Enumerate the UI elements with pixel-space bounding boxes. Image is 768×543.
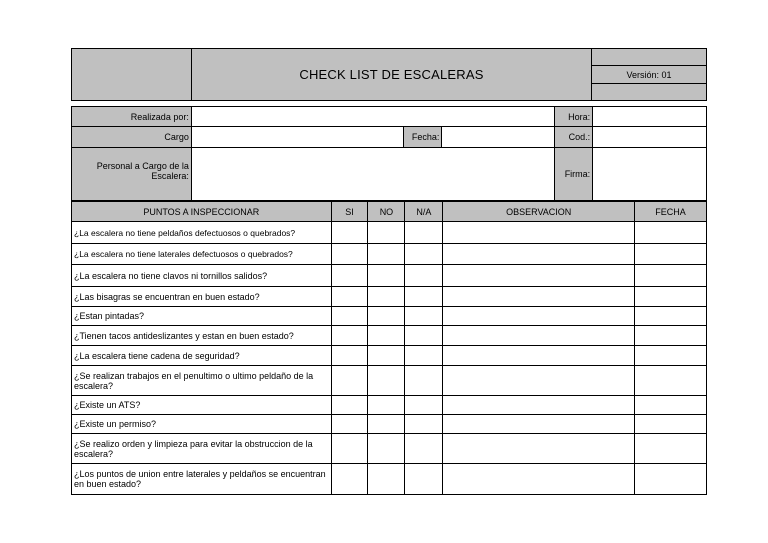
na-cell[interactable]: [405, 396, 443, 415]
meta-top: [592, 49, 706, 66]
na-cell[interactable]: [405, 346, 443, 366]
table-row: [72, 307, 707, 326]
fecha-cell[interactable]: [635, 326, 707, 346]
header-na: N/A: [405, 202, 443, 222]
na-cell[interactable]: [405, 287, 443, 307]
si-cell[interactable]: [331, 396, 368, 415]
header-fecha: FECHA: [635, 202, 707, 222]
no-cell[interactable]: [368, 307, 405, 326]
table-row: [72, 464, 707, 495]
header-puntos: PUNTOS A INSPECCIONAR: [72, 202, 332, 222]
na-cell[interactable]: [405, 415, 443, 434]
firma-field[interactable]: [593, 148, 707, 201]
row-question: ¿Los puntos de union entre laterales y peldaños se encuentran en buen estado?: [72, 464, 332, 495]
si-cell[interactable]: [331, 434, 368, 464]
hora-field[interactable]: [593, 107, 707, 127]
fecha-cell[interactable]: [635, 346, 707, 366]
fecha-cell[interactable]: [635, 244, 707, 265]
fecha-label: Fecha:: [404, 127, 442, 148]
observacion-cell[interactable]: [443, 415, 635, 434]
no-cell[interactable]: [368, 244, 405, 265]
no-cell[interactable]: [368, 346, 405, 366]
si-cell[interactable]: [331, 346, 368, 366]
no-cell[interactable]: [368, 222, 405, 244]
table-row: [72, 222, 707, 244]
observacion-cell[interactable]: [443, 265, 635, 287]
fecha-cell[interactable]: [635, 265, 707, 287]
observacion-cell[interactable]: [443, 434, 635, 464]
si-cell[interactable]: [331, 287, 368, 307]
row-question: ¿Existe un permiso?: [72, 415, 332, 434]
table-row: [72, 244, 707, 265]
inspection-table: [71, 201, 707, 495]
observacion-cell[interactable]: [443, 222, 635, 244]
fecha-cell[interactable]: [635, 222, 707, 244]
info-table: [71, 106, 707, 201]
observacion-cell[interactable]: [443, 464, 635, 495]
fecha-field[interactable]: [442, 127, 555, 148]
row-question: ¿Existe un ATS?: [72, 396, 332, 415]
na-cell[interactable]: [405, 326, 443, 346]
table-row: [72, 287, 707, 307]
cargo-label: Cargo: [72, 127, 192, 148]
na-cell[interactable]: [405, 244, 443, 265]
realizada-por-label: Realizada por:: [72, 107, 192, 127]
row-question: ¿Las bisagras se encuentran en buen estado?: [72, 287, 332, 307]
fecha-cell[interactable]: [635, 307, 707, 326]
na-cell[interactable]: [405, 464, 443, 495]
meta-bottom: [592, 84, 706, 100]
si-cell[interactable]: [331, 265, 368, 287]
fecha-cell[interactable]: [635, 415, 707, 434]
cod-field[interactable]: [593, 127, 707, 148]
no-cell[interactable]: [368, 464, 405, 495]
no-cell[interactable]: [368, 415, 405, 434]
row-question: ¿Se realizan trabajos en el penultimo o ultimo peldaño de la escalera?: [72, 366, 332, 396]
cod-label: Cod.:: [555, 127, 593, 148]
si-cell[interactable]: [331, 415, 368, 434]
header-observacion: OBSERVACION: [443, 202, 635, 222]
no-cell[interactable]: [368, 326, 405, 346]
si-cell[interactable]: [331, 222, 368, 244]
row-question: ¿La escalera tiene cadena de seguridad?: [72, 346, 332, 366]
table-row: [72, 326, 707, 346]
observacion-cell[interactable]: [443, 326, 635, 346]
header-si: SI: [331, 202, 368, 222]
observacion-cell[interactable]: [443, 346, 635, 366]
document-title: CHECK LIST DE ESCALERAS: [299, 67, 484, 82]
si-cell[interactable]: [331, 326, 368, 346]
firma-label: Firma:: [555, 148, 593, 201]
table-row: [72, 366, 707, 396]
na-cell[interactable]: [405, 366, 443, 396]
table-row: [72, 265, 707, 287]
si-cell[interactable]: [331, 366, 368, 396]
row-question: ¿Tienen tacos antideslizantes y estan en buen estado?: [72, 326, 332, 346]
cargo-field[interactable]: [191, 127, 404, 148]
no-cell[interactable]: [368, 434, 405, 464]
na-cell[interactable]: [405, 222, 443, 244]
table-row: [72, 346, 707, 366]
row-question: ¿La escalera no tiene laterales defectuosos o quebrados?: [72, 244, 332, 265]
table-row: [72, 415, 707, 434]
observacion-cell[interactable]: [443, 396, 635, 415]
si-cell[interactable]: [331, 244, 368, 265]
fecha-cell[interactable]: [635, 464, 707, 495]
row-question: ¿La escalera no tiene clavos ni tornillos salidos?: [72, 265, 332, 287]
na-cell[interactable]: [405, 307, 443, 326]
logo-box: [72, 49, 192, 100]
observacion-cell[interactable]: [443, 287, 635, 307]
version-box: [592, 66, 706, 84]
si-cell[interactable]: [331, 307, 368, 326]
no-cell[interactable]: [368, 396, 405, 415]
realizada-por-field[interactable]: [191, 107, 554, 127]
fecha-cell[interactable]: [635, 434, 707, 464]
version-label: Versión: 01: [626, 69, 672, 80]
observacion-cell[interactable]: [443, 244, 635, 265]
observacion-cell[interactable]: [443, 366, 635, 396]
no-cell[interactable]: [368, 265, 405, 287]
personal-label: Personal a Cargo de la Escalera:: [72, 148, 192, 201]
no-cell[interactable]: [368, 366, 405, 396]
fecha-cell[interactable]: [635, 287, 707, 307]
na-cell[interactable]: [405, 434, 443, 464]
row-question: ¿Estan pintadas?: [72, 307, 332, 326]
row-question: ¿La escalera no tiene peldaños defectuosos o quebrados?: [72, 222, 332, 244]
personal-field[interactable]: [191, 148, 554, 201]
no-cell[interactable]: [368, 287, 405, 307]
fecha-cell[interactable]: [635, 396, 707, 415]
hora-label: Hora:: [555, 107, 593, 127]
title-box: [192, 49, 592, 100]
na-cell[interactable]: [405, 265, 443, 287]
observacion-cell[interactable]: [443, 307, 635, 326]
si-cell[interactable]: [331, 464, 368, 495]
table-row: [72, 396, 707, 415]
row-question: ¿Se realizo orden y limpieza para evitar la obstruccion de la escalera?: [72, 434, 332, 464]
fecha-cell[interactable]: [635, 366, 707, 396]
table-row: [72, 434, 707, 464]
header-no: NO: [368, 202, 405, 222]
document-header: [71, 48, 707, 101]
